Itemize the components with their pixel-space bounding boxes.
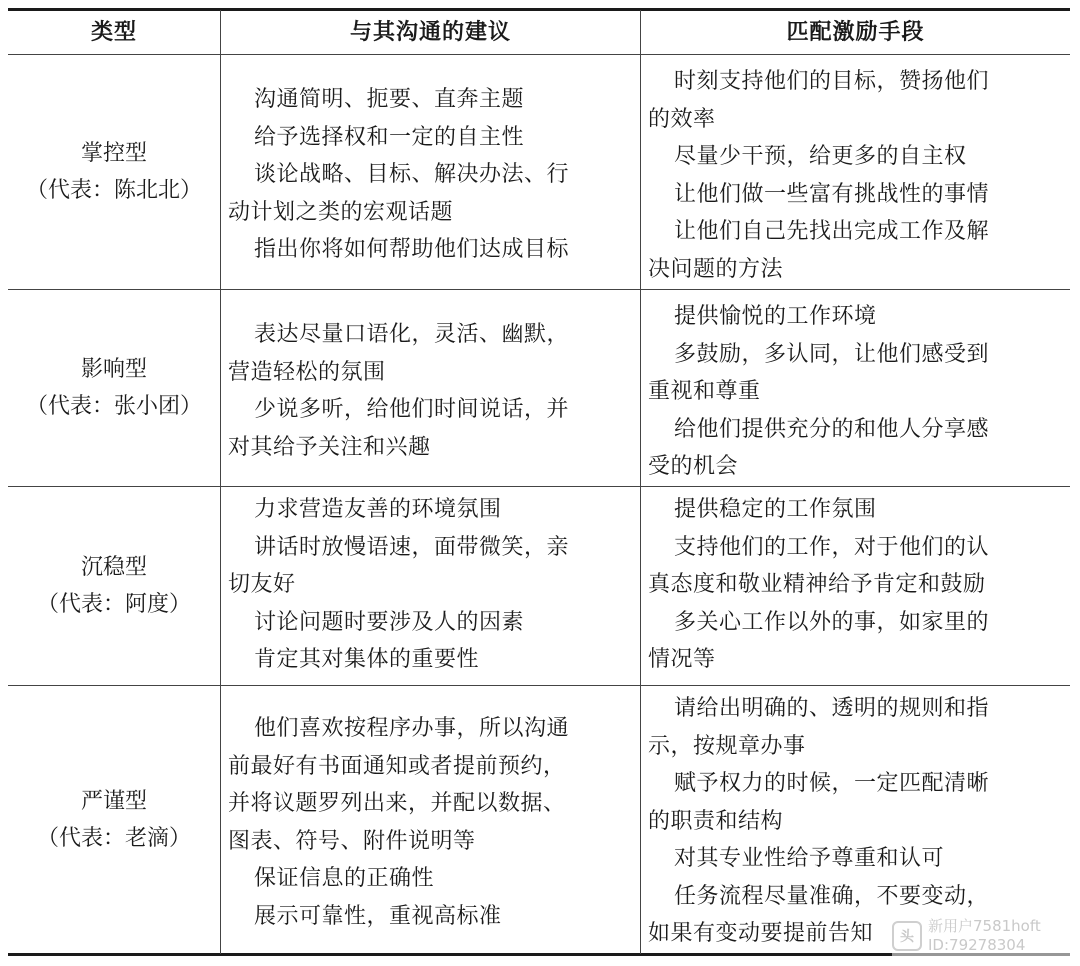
- incentive-line: 提供稳定的工作氛围: [674, 497, 877, 522]
- incentive-cell: [648, 290, 1070, 486]
- incentive-cell: [648, 487, 1070, 685]
- advice-line: 前最好有书面通知或者提前预约，: [228, 753, 566, 779]
- incentive-line: 支持他们的工作，对于他们的认: [674, 534, 990, 560]
- incentive-line: 任务流程尽量准确，不要变动，: [674, 883, 990, 909]
- header-incentive-label: 匹配激励手段: [786, 20, 925, 45]
- incentive-line: 重视和尊重: [648, 379, 761, 404]
- advice-line: 沟通简明、扼要、直奔主题: [254, 87, 525, 112]
- advice-line: 肯定其对集体的重要性: [254, 647, 480, 672]
- type-cell: [8, 290, 220, 486]
- advice-cell: [228, 290, 640, 486]
- header-type: [8, 10, 220, 54]
- incentive-line: 赋予权力的时候，一定匹配清晰: [674, 771, 990, 796]
- incentive-line: 情况等: [648, 647, 716, 672]
- incentive-line: 真态度和敬业精神给予肯定和鼓励: [648, 572, 986, 597]
- watermark-line-1: 新用户7581hoft: [928, 917, 1041, 935]
- type-name: 沉稳型: [80, 555, 147, 580]
- type-representative: （代表：老滴）: [36, 825, 191, 851]
- advice-line: 动计划之类的宏观话题: [228, 199, 454, 225]
- advice-line: 营造轻松的氛围: [228, 359, 386, 385]
- incentive-line: 决问题的方法: [648, 256, 784, 282]
- advice-line: 给予选择权和一定的自主性: [254, 124, 525, 150]
- advice-cell: [228, 686, 640, 953]
- watermark-line-2: ID:79278304: [928, 936, 1026, 954]
- type-representative: （代表：阿度）: [36, 592, 191, 617]
- header-advice: [221, 10, 640, 54]
- type-representative: （代表：张小团）: [25, 394, 202, 419]
- type-cell: [8, 487, 220, 685]
- advice-cell: [228, 55, 640, 289]
- header-incentive: [641, 10, 1070, 54]
- incentive-line: 给他们提供充分的和他人分享感: [674, 416, 990, 442]
- advice-line: 对其给予关注和兴趣: [228, 434, 431, 460]
- advice-line: 谈论战略、目标、解决办法、行: [254, 162, 570, 187]
- watermark-logo-icon: 头: [892, 921, 922, 951]
- incentive-line: 多鼓励，多认同，让他们感受到: [674, 341, 990, 367]
- incentive-cell: [648, 55, 1070, 289]
- advice-line: 保证信息的正确性: [254, 866, 435, 891]
- incentive-line: 的效率: [648, 106, 716, 132]
- incentive-line: 尽量少干预，给更多的自主权: [674, 144, 967, 169]
- type-name: 掌控型: [80, 141, 147, 166]
- incentive-line: 提供愉悦的工作环境: [674, 304, 877, 329]
- type-cell: [8, 686, 220, 953]
- type-cell: [8, 55, 220, 289]
- incentive-line: 多关心工作以外的事，如家里的: [674, 609, 990, 635]
- advice-line: 力求营造友善的环境氛围: [254, 497, 502, 522]
- incentive-line: 对其专业性给予尊重和认可: [674, 846, 945, 871]
- advice-line: 展示可靠性，重视高标准: [254, 903, 502, 929]
- type-representative: （代表：陈北北）: [25, 178, 202, 203]
- incentive-line: 示，按规章办事: [648, 733, 806, 759]
- incentive-line: 的职责和结构: [648, 808, 784, 834]
- comparison-table: [8, 8, 1070, 956]
- advice-cell: [228, 487, 640, 685]
- advice-line: 表达尽量口语化，灵活、幽默，: [254, 322, 570, 347]
- advice-line: 图表、符号、附件说明等: [228, 828, 476, 854]
- incentive-line: 让他们做一些富有挑战性的事情: [674, 181, 990, 207]
- type-name: 影响型: [80, 357, 147, 382]
- incentive-line: 如果有变动要提前告知: [648, 921, 874, 946]
- advice-line: 少说多听，给他们时间说话，并: [254, 397, 570, 422]
- type-name: 严谨型: [80, 788, 147, 814]
- watermark-text: [928, 917, 1041, 955]
- advice-line: 他们喜欢按程序办事，所以沟通: [254, 716, 570, 741]
- incentive-line: 时刻支持他们的目标，赞扬他们: [674, 69, 990, 94]
- column-divider: [640, 10, 641, 954]
- watermark: [892, 912, 1072, 960]
- advice-line: 指出你将如何帮助他们达成目标: [254, 237, 570, 262]
- advice-line: 切友好: [228, 572, 296, 597]
- incentive-line: 请给出明确的、透明的规则和指: [674, 696, 990, 721]
- incentive-line: 让他们自己先找出完成工作及解: [674, 219, 990, 244]
- incentive-line: 受的机会: [648, 454, 739, 479]
- column-divider: [220, 10, 221, 954]
- advice-line: 并将议题罗列出来，并配以数据、: [228, 791, 566, 816]
- header-advice-label: 与其沟通的建议: [349, 20, 511, 45]
- advice-line: 讲话时放慢语速，面带微笑，亲: [254, 534, 570, 560]
- advice-line: 讨论问题时要涉及人的因素: [254, 609, 525, 635]
- header-type-label: 类型: [90, 20, 137, 45]
